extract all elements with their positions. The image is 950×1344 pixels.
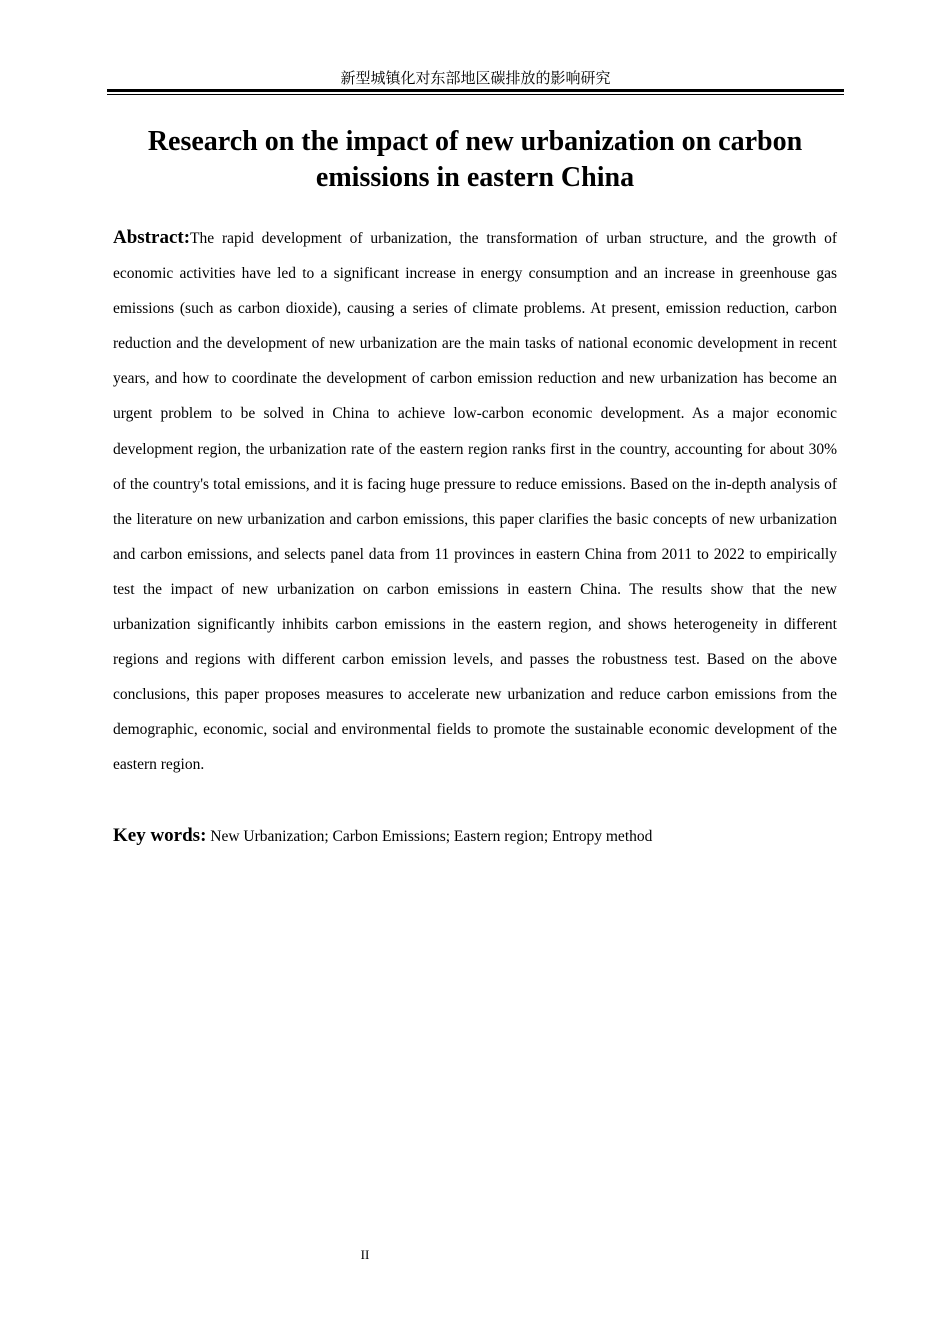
header-double-rule — [107, 89, 844, 95]
abstract-label: Abstract: — [113, 227, 191, 248]
keywords-label: Key words: — [113, 825, 207, 846]
keywords-paragraph — [113, 818, 837, 854]
page-number: II — [360, 1247, 370, 1262]
header-rule-thin — [107, 94, 844, 95]
keywords-text: New Urbanization; Carbon Emissions; Eastern region; Entropy method — [206, 828, 653, 845]
paper-title: Research on the impact of new urbanization on carbon emissions in eastern China — [147, 126, 803, 193]
running-header: 新型城镇化对东部地区碳排放的影响研究 — [340, 69, 611, 87]
abstract-text: The rapid development of urbanization, the transformation of urban structure, and the growth of economic activities have led to a significant increase in energy consumption and an increase in greenhouse gas emissions (such as carbon dioxide), causing a series of climate problems. At present, emission reduction, carbon reduction and the development of new urbanization are the main tasks of national economic development in recent years, and how to coordinate the development of carbon emission reduction and new urbanization has become an urgent problem to be solved in China to achieve low-carbon economic development. As a major economic development region, the urbanization rate of the eastern region ranks first in the country, accounting for about 30% of the country's total emissions, and it is facing huge pressure to reduce emissions. Based on the in-depth analysis of the literature on new urbanization and carbon emissions, this paper clarifies the basic concepts of new urbanization and carbon emissions, and selects panel data from 11 provinces in eastern China from 2011 to 2022 to empirically test the impact of new urbanization on carbon emissions in eastern China. The results show that the new urbanization significantly inhibits carbon emissions in the eastern region, and shows heterogeneity in different regions and regions with different carbon emission levels, and passes the robustness test. Based on the above conclusions, this paper proposes measures to accelerate new urbanization and reduce carbon emissions from the demographic, economic, social and environmental fields to promote the sustainable economic development of the eastern region. — [113, 230, 837, 774]
header-rule-thick — [107, 89, 844, 92]
abstract-paragraph — [113, 220, 837, 783]
